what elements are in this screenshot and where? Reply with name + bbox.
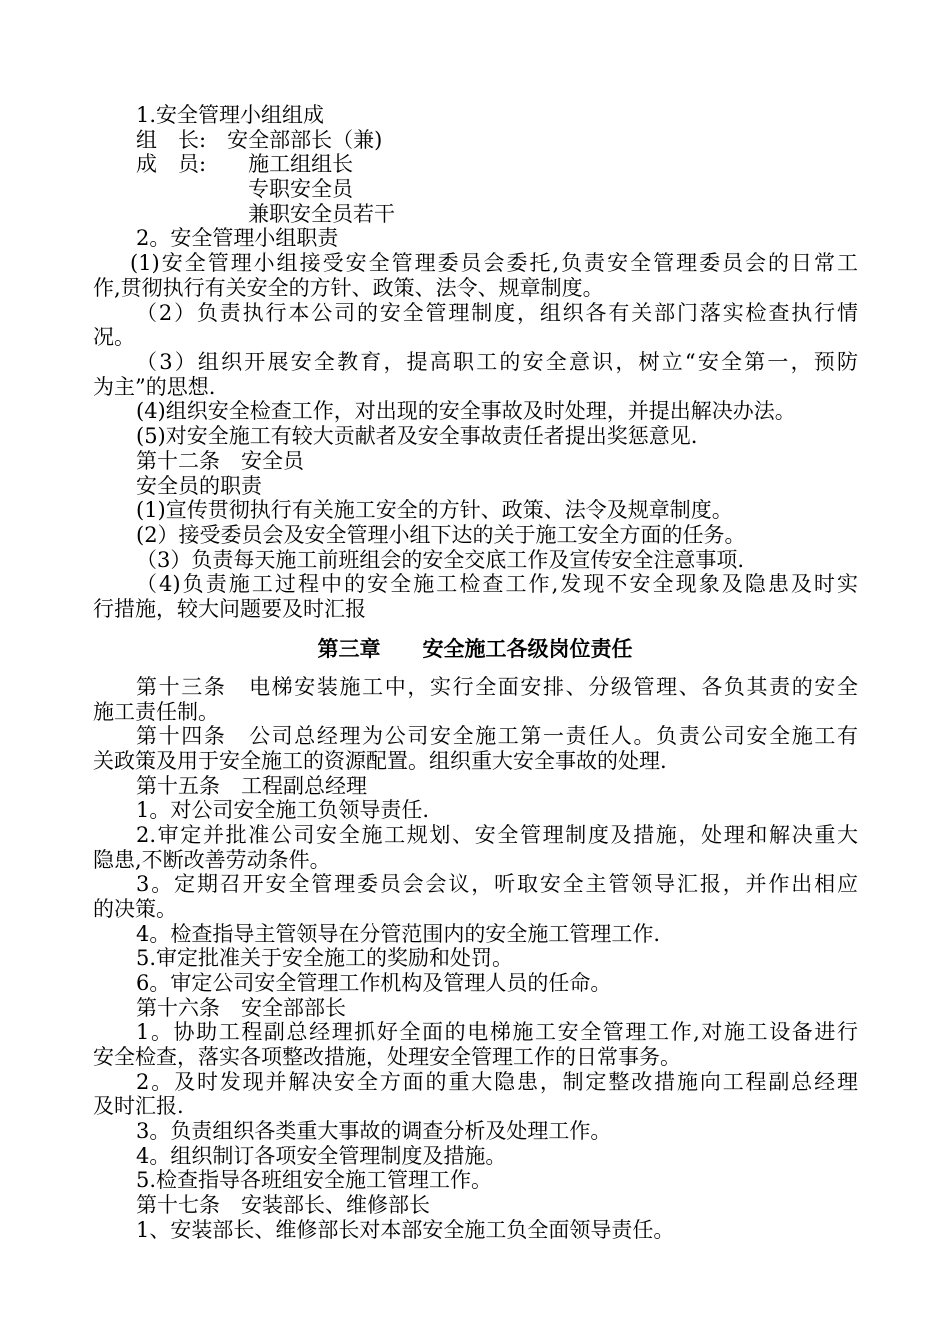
text-line: 第十二条 安全员 bbox=[136, 449, 304, 473]
text-line: 1.安全管理小组组成 bbox=[136, 103, 325, 127]
text-line: 3。负责组织各类重大事故的调查分析及处理工作。 bbox=[136, 1119, 612, 1143]
text-line: 隐患,不断改善劳动条件。 bbox=[93, 848, 331, 872]
text-line: 1。对公司安全施工负领导责任. bbox=[136, 798, 430, 822]
text-line: （3）负责每天施工前班组会的安全交底工作及宣传安全注意事项. bbox=[136, 548, 745, 572]
text-line: 第十四条 公司总经理为公司安全施工第一责任人。负责公司安全施工有 bbox=[136, 724, 858, 748]
text-line: 第十七条 安装部长、维修部长 bbox=[136, 1193, 430, 1217]
text-line: 组 长: 安全部部长（兼) bbox=[136, 128, 383, 152]
text-line: （3）组织开展安全教育，提高职工的安全意识，树立“安全第一，预防 bbox=[136, 350, 858, 374]
text-line: 5.检查指导各班组安全施工管理工作。 bbox=[136, 1168, 493, 1192]
text-line: 及时汇报. bbox=[93, 1094, 184, 1118]
text-line: 2.审定并批准公司安全施工规划、安全管理制度及措施，处理和解决重大 bbox=[136, 823, 858, 847]
text-line: （2）负责执行本公司的安全管理制度，组织各有关部门落实检查执行情 bbox=[136, 301, 858, 325]
text-line: 作,贯彻执行有关安全的方针、政策、法令、规章制度。 bbox=[93, 276, 604, 300]
text-line: 6。审定公司安全管理工作机构及管理人员的任命。 bbox=[136, 971, 612, 995]
text-line: 况。 bbox=[93, 325, 135, 349]
text-line: (5)对安全施工有较大贡献者及安全事故责任者提出奖惩意见. bbox=[136, 424, 698, 448]
text-line: 1。协助工程副总经理抓好全面的电梯施工安全管理工作,对施工设备进行 bbox=[136, 1020, 858, 1044]
text-line: 2。及时发现并解决安全方面的重大隐患，制定整改措施向工程副总经理 bbox=[136, 1070, 858, 1094]
text-line: 3。定期召开安全管理委员会会议，听取安全主管领导汇报，并作出相应 bbox=[136, 872, 858, 896]
text-line: 2。安全管理小组职责 bbox=[136, 226, 339, 250]
text-line: 的决策。 bbox=[93, 897, 177, 921]
text-line: 施工责任制。 bbox=[93, 700, 219, 724]
text-line: 4。组织制订各项安全管理制度及措施。 bbox=[136, 1144, 507, 1168]
text-line: 第十三条 电梯安装施工中，实行全面安排、分级管理、各负其责的安全 bbox=[136, 675, 858, 699]
text-line: 行措施，较大问题要及时汇报 bbox=[93, 597, 366, 621]
text-line: (1)安全管理小组接受安全管理委员会委托,负责安全管理委员会的日常工 bbox=[130, 251, 858, 275]
text-line: 安全检查，落实各项整改措施，处理安全管理工作的日常事务。 bbox=[93, 1045, 681, 1069]
text-line: 为主”的思想. bbox=[93, 375, 216, 399]
text-line: (4)组织安全检查工作，对出现的安全事故及时处理，并提出解决办法。 bbox=[136, 399, 796, 423]
text-line: 4。检查指导主管领导在分管范围内的安全施工管理工作. bbox=[136, 922, 661, 946]
text-line: 成 员: 施工组组长 bbox=[136, 152, 354, 176]
text-line: （4)负责施工过程中的安全施工检查工作,发现不安全现象及隐患及时实 bbox=[136, 572, 858, 596]
text-line: 第十五条 工程副总经理 bbox=[136, 774, 367, 798]
text-line: 关政策及用于安全施工的资源配置。组织重大安全事故的处理. bbox=[93, 749, 667, 773]
chapter-heading: 第三章 安全施工各级岗位责任 bbox=[317, 637, 633, 661]
text-line: 兼职安全员若干 bbox=[248, 202, 395, 226]
text-line: (2）接受委员会及安全管理小组下达的关于施工安全方面的任务。 bbox=[136, 523, 746, 547]
text-line: 5.审定批准关于安全施工的奖励和处罚。 bbox=[136, 946, 514, 970]
text-line: 安全员的职责 bbox=[136, 474, 262, 498]
text-line: 第十六条 安全部部长 bbox=[136, 996, 346, 1020]
text-line: (1)宣传贯彻执行有关施工安全的方针、政策、法令及规章制度。 bbox=[136, 498, 733, 522]
text-line: 1、安装部长、维修部长对本部安全施工负全面领导责任。 bbox=[136, 1218, 675, 1242]
text-line: 专职安全员 bbox=[248, 177, 353, 201]
